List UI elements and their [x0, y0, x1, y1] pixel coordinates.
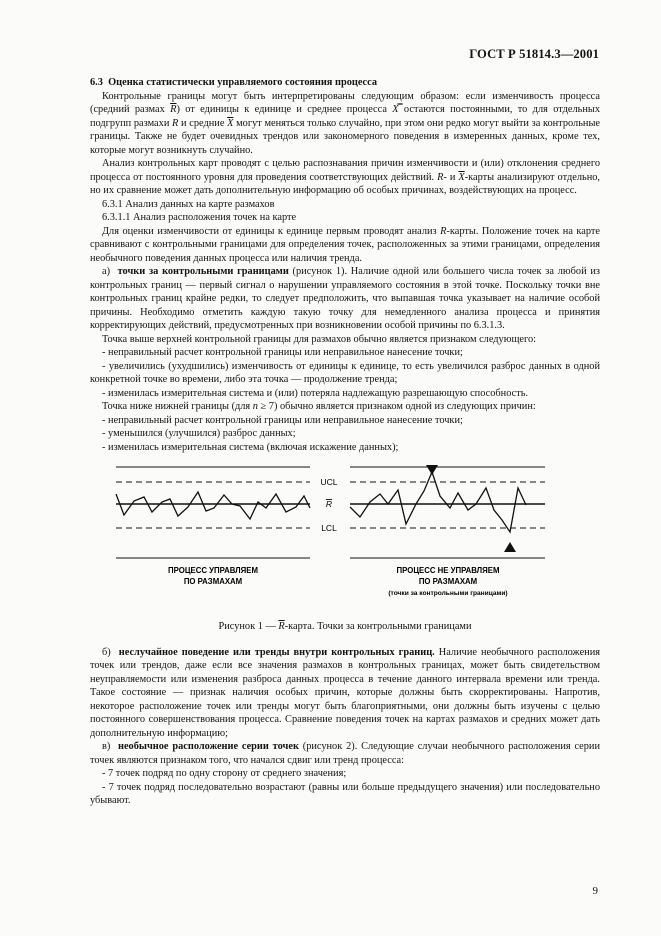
- list-item: - изменилась измерительная система (включая искажение данных);: [102, 441, 399, 453]
- figure-caption: Рисунок 1 — $\overline{R}$-карта. Точки за контрольными границами: [218, 621, 472, 632]
- data-line-in-control: [116, 492, 310, 519]
- left-caption-line-1: ПРОЦЕСС УПРАВЛЯЕМ: [168, 566, 258, 575]
- chart-out-of-control: [350, 465, 545, 558]
- list-item: - неправильный расчет контрольной границы или неправильное нанесение точки;: [102, 347, 463, 358]
- right-caption-line-2: ПО РАЗМАХАМ: [418, 577, 478, 586]
- section-title: Оценка статистически управляемого состояния процесса: [108, 77, 378, 88]
- paragraph-variability: Для оценки изменчивости от единицы к единице первым проводят анализ R-карты. Положение точек на карте сравнивают с контрольными границами для определения точек, расположенных за этими границами, определения необычного поведения данных процесса или наличия тренда.: [90, 225, 600, 264]
- list-item: - уменьшился (улучшился) разброс данных;: [102, 428, 296, 439]
- right-caption-line-1: ПРОЦЕСС НЕ УПРАВЛЯЕМ: [396, 566, 500, 575]
- page-header: ГОСТ Р 51814.3—2001: [469, 47, 599, 61]
- figure-1: [90, 464, 600, 618]
- section-heading: [90, 76, 600, 90]
- marker-above-ucl: [426, 465, 438, 475]
- list-item: - увеличились (ухудшились) изменчивость от единицы к единице, то есть увеличился разброс данных в одной конкретной точке во времени, либо эта точка — продолжение тренда;: [90, 360, 600, 385]
- marker-below-lcl: [504, 542, 516, 552]
- paragraph-item-a: а) точки за контрольными границами (рисунок 1). Наличие одной или большего числа точек за любой из контрольных границ — первый сигнал о нарушении управляемого состояния в этой точке. Поскольку точки вне контрольных границ крайне редки, то следует предположить, что выпавшая точка указывает на наличие особой причины. Необходимо отметить каждую такую точку для немедленного анализа процесса и принятия корректирующих действий, предусмотренных при возникновении особой причины по 6.3.1.3.: [90, 266, 600, 331]
- list-item: - 7 точек подряд последовательно возрастают (равны или больше предыдущего значения) или последовательно убывают.: [90, 781, 600, 806]
- above-limit-intro: Точка выше верхней контрольной границы для размахов обычно является признаком следующего:: [102, 333, 537, 345]
- rbar-label: R: [325, 499, 333, 509]
- right-caption-line-3: (точки за контрольными границами): [388, 590, 508, 597]
- document-body: [90, 76, 600, 808]
- paragraph-chart-analysis: Анализ контрольных карт проводят с целью распознавания причин изменчивости и (или) отклонения среднего процесса от постоянного уровня для проведения соответствующих действий. R- и $\overline{X}$-карты анализируют отдельно, но их сравнение может дать дополнительную информацию об особых причинах, воздействующих на процесс.: [90, 158, 600, 196]
- subsection-heading-6-3-1-1: 6.3.1.1 Анализ расположения точек на карте: [102, 212, 297, 223]
- page-number: 9: [592, 885, 598, 897]
- list-item: - неправильный расчет контрольной границы или неправильное нанесение точки;: [102, 414, 463, 426]
- list-item: - 7 точек подряд по одну сторону от среднего значения;: [102, 768, 347, 779]
- paragraph-item-v: в) необычное расположение серии точек (рисунок 2). Следующие случаи необычного расположения серии точек являются признаком того, что начался сдвиг или тренд процесса:: [90, 741, 600, 766]
- paragraph-item-b: б) неслучайное поведение или тренды внутри контрольных границ. Наличие необычного расположения точек или трендов, даже если все значения размахов в контрольных границах, может быть свидетельством неуправляемости или изменения разброса данных процесса в течение данного интервала времени или тренда. Такое состояние — признак наличия особых причин, которые должны быть скорректированы. Напротив, некоторое расположение точек или тренды могут быть благоприятными, они должны быть изучены с целью постоянного совершенствования процесса. Сравнение поведения точек на картах размахов и средних может дать дополнительную информацию;: [90, 646, 600, 739]
- lcl-label: LCL: [321, 523, 337, 533]
- chart-in-control: [116, 467, 310, 558]
- section-number: 6.3: [90, 77, 103, 88]
- data-line-out-of-control: [350, 472, 526, 532]
- paragraph-control-limits: Контрольные границы могут быть интерпретированы следующим образом: если изменчивость процесса (средний размах $\overline{R}$) от единицы к единице и среднее процесса X̿ остаются постоянными, то для отдельных подгрупп размахи R и средние $\overline{X}$ могут меняться только случайно, при этом они редко могут выйти за контрольные границы. Также не будет очевидных трендов или закономерного поведения в измеренных данных, кроме тех, которые могут возникнуть случайно.: [90, 90, 601, 156]
- figure-1-graphic: [90, 464, 600, 618]
- list-item: - изменилась измерительная система и (или) потеряла надлежащую разрешающую способность.: [102, 387, 529, 399]
- left-caption-line-2: ПО РАЗМАХАМ: [183, 577, 243, 586]
- below-limit-intro: Точка ниже нижней границы (для n ≥ 7) обычно является признаком одной из следующих причин:: [102, 401, 536, 412]
- ucl-label: UCL: [320, 477, 338, 487]
- subsection-heading-6-3-1: 6.3.1 Анализ данных на карте размахов: [102, 198, 275, 210]
